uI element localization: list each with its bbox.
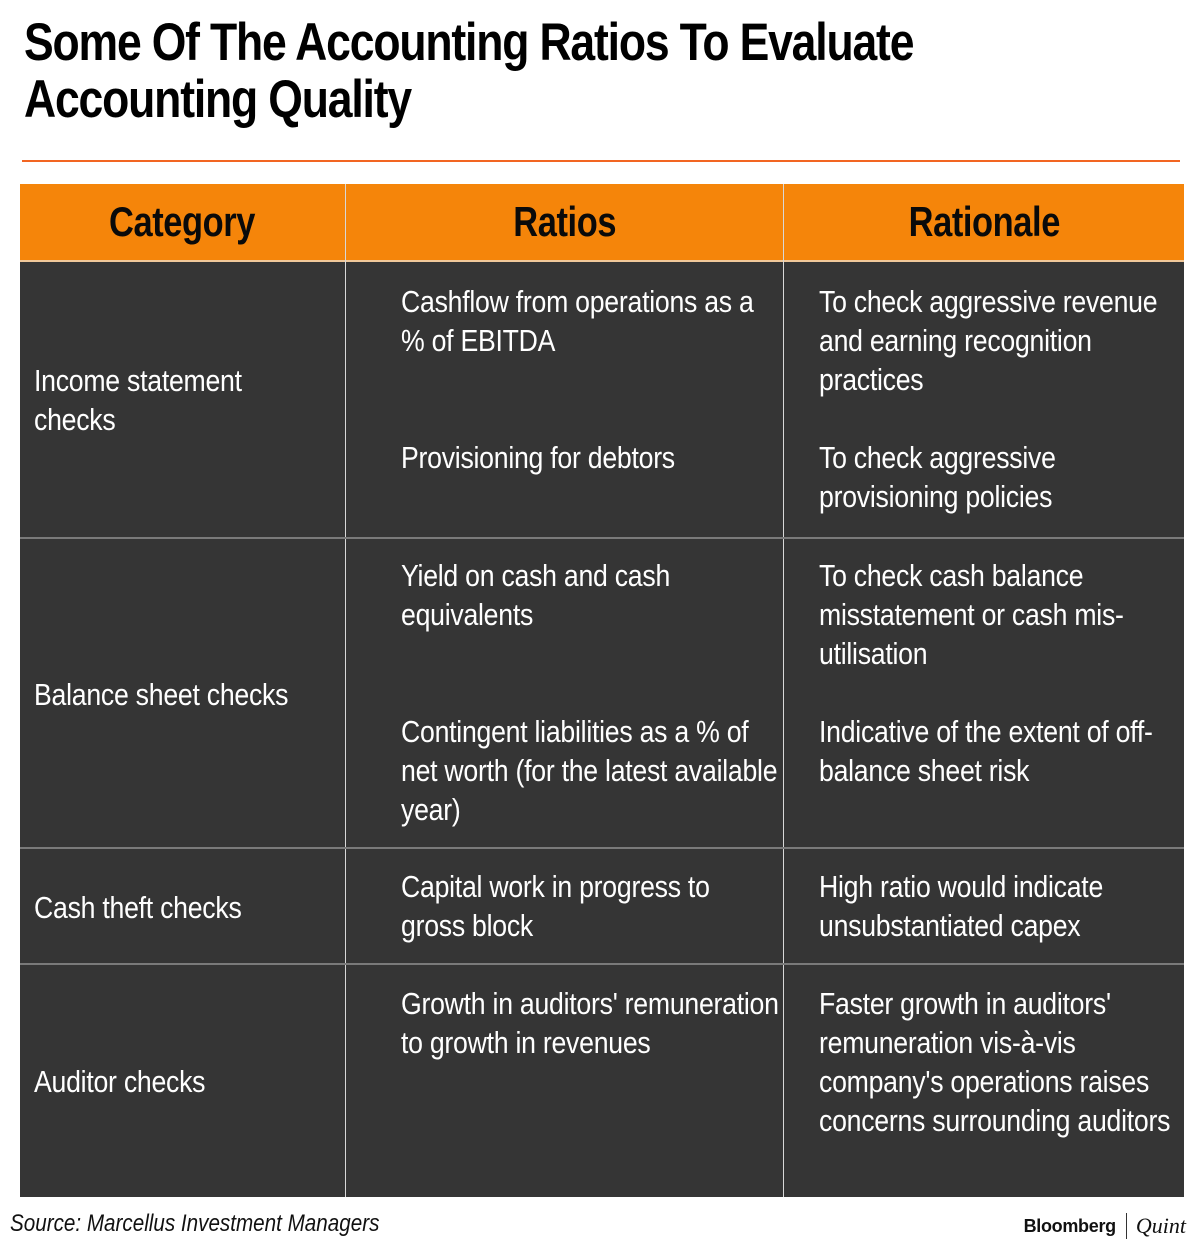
table-row-rationale: Indicative of the extent of off-balance sheet risk [819, 714, 1153, 788]
column-divider [783, 184, 784, 1197]
table-row-category: Income statement checks [34, 363, 242, 437]
header-category: Category [109, 198, 256, 245]
table-row-ratio: Contingent liabilities as a % of net worth (for the latest available year) [401, 714, 778, 827]
table-row-ratio: Yield on cash and cash equivalents [401, 558, 671, 632]
table-row-ratio: Cashflow from operations as a % of EBITDA [401, 284, 754, 358]
table-row-rationale: Faster growth in auditors' remuneration vis-à-vis company's operations raises concerns surrounding auditors [819, 986, 1171, 1138]
table-header-row [20, 184, 1184, 260]
ratios-table [20, 184, 1184, 1197]
brand-quint: Quint [1135, 1213, 1186, 1238]
brand-divider [1126, 1213, 1127, 1239]
page-title-line-1: Some Of The Accounting Ratios To Evaluate [24, 13, 914, 72]
table-row-rationale: High ratio would indicate unsubstantiated capex [819, 869, 1104, 943]
header-rationale: Rationale [908, 198, 1060, 245]
page-title-line-2: Accounting Quality [24, 70, 411, 129]
page-title [24, 14, 1007, 128]
table-row-ratio: Provisioning for debtors [401, 440, 675, 475]
brand-bloomberg: Bloomberg [1023, 1215, 1116, 1236]
brand-logo [1024, 1211, 1186, 1241]
table-row-ratio: Capital work in progress to gross block [401, 869, 710, 943]
table-row-category: Cash theft checks [34, 889, 242, 925]
header-ratios: Ratios [513, 198, 616, 245]
table-row-rationale: To check aggressive revenue and earning recognition practices [819, 284, 1158, 397]
title-divider [22, 160, 1180, 162]
source-note: Source: Marcellus Investment Managers [10, 1210, 380, 1237]
table-row-ratio: Growth in auditors' remuneration to growth in revenues [401, 986, 779, 1060]
table-row-category: Balance sheet checks [34, 676, 289, 712]
table-row-category: Auditor checks [34, 1063, 206, 1099]
table-row-rationale: To check aggressive provisioning policies [819, 440, 1056, 514]
table-row-rationale: To check cash balance misstatement or cash mis-utilisation [819, 558, 1124, 671]
